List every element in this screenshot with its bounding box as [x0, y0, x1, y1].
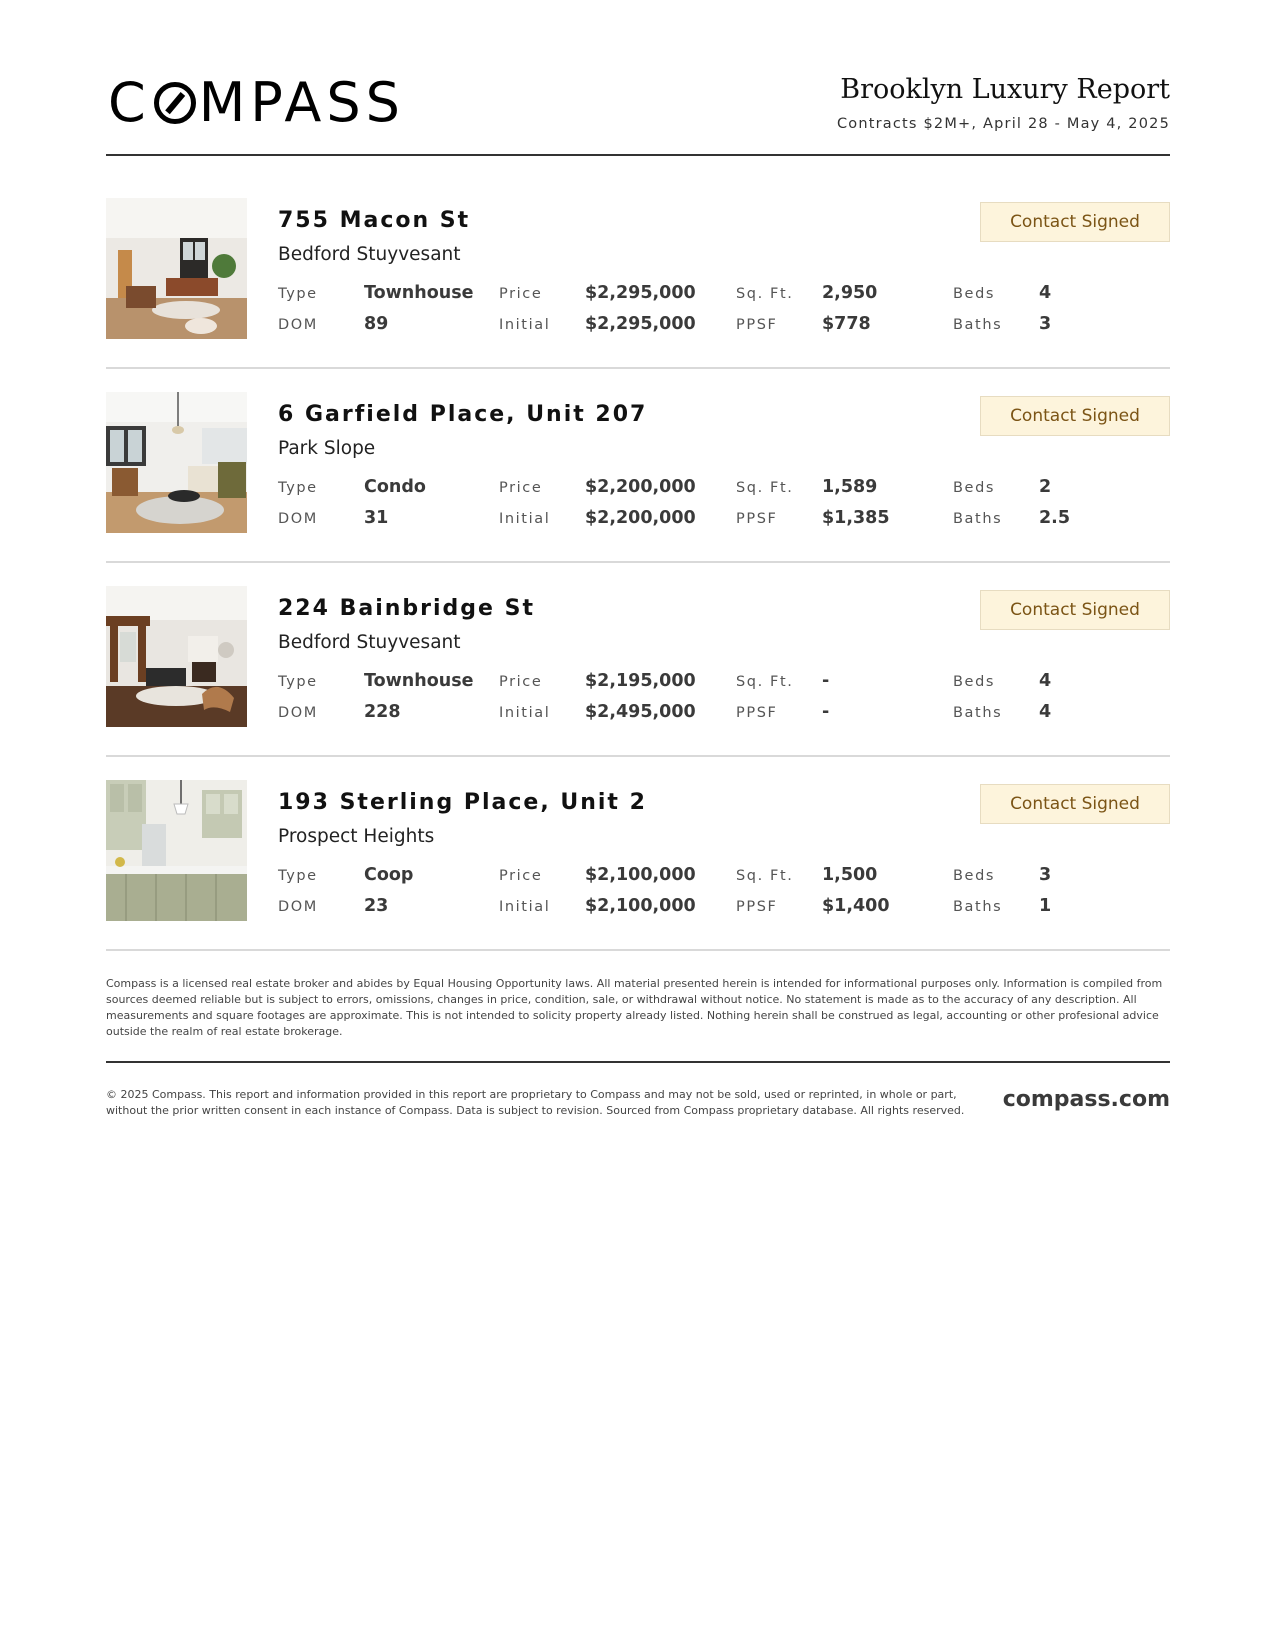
sqft-label: Sq. Ft. — [736, 674, 794, 690]
beds-value: 3 — [1039, 865, 1052, 885]
listing-row — [106, 780, 1170, 974]
header-divider — [106, 154, 1170, 156]
price-label: Price — [499, 868, 543, 884]
listing-neighborhood: Bedford Stuyvesant — [278, 632, 461, 653]
listing-address[interactable]: 755 Macon St — [278, 208, 471, 233]
ppsf-label: PPSF — [736, 899, 778, 915]
initial-value: $2,295,000 — [585, 314, 696, 334]
price-label: Price — [499, 286, 543, 302]
price-value: $2,295,000 — [585, 283, 696, 303]
baths-label: Baths — [953, 511, 1003, 527]
dom-value: 89 — [364, 314, 389, 334]
dom-label: DOM — [278, 511, 318, 527]
initial-label: Initial — [499, 317, 551, 333]
listing-photo[interactable] — [106, 198, 247, 339]
baths-label: Baths — [953, 705, 1003, 721]
beds-value: 4 — [1039, 283, 1052, 303]
type-label: Type — [278, 674, 318, 690]
initial-label: Initial — [499, 511, 551, 527]
ppsf-label: PPSF — [736, 317, 778, 333]
initial-label: Initial — [499, 899, 551, 915]
sqft-value: 2,950 — [822, 283, 878, 303]
listing-row — [106, 198, 1170, 392]
baths-value: 3 — [1039, 314, 1052, 334]
price-label: Price — [499, 480, 543, 496]
logo-text-end: MPASS — [198, 71, 405, 134]
type-value: Coop — [364, 865, 414, 885]
initial-label: Initial — [499, 705, 551, 721]
copyright-notice: © 2025 Compass. This report and information provided in this report are proprietary to Compass and may not be sold, used or reprinted, in whole or part, without the prior written consent in each instance of Compass. Data is subject to revision. Sourced from Compass proprietary database. All rights reserved. — [106, 1088, 965, 1117]
baths-value: 4 — [1039, 702, 1052, 722]
initial-value: $2,200,000 — [585, 508, 696, 528]
status-badge: Contact Signed — [980, 784, 1170, 824]
beds-label: Beds — [953, 286, 996, 302]
type-label: Type — [278, 286, 318, 302]
type-label: Type — [278, 868, 318, 884]
listing-neighborhood: Prospect Heights — [278, 826, 435, 847]
footer-divider — [106, 1061, 1170, 1063]
type-value: Townhouse — [364, 671, 474, 691]
listing-row — [106, 586, 1170, 780]
compass-o-icon — [154, 82, 196, 124]
type-label: Type — [278, 480, 318, 496]
initial-value: $2,100,000 — [585, 896, 696, 916]
listing-neighborhood: Bedford Stuyvesant — [278, 244, 461, 265]
listing-neighborhood: Park Slope — [278, 438, 376, 459]
listing-divider — [106, 949, 1170, 951]
dom-value: 228 — [364, 702, 401, 722]
ppsf-value: $1,385 — [822, 508, 890, 528]
initial-value: $2,495,000 — [585, 702, 696, 722]
listing-address[interactable]: 6 Garfield Place, Unit 207 — [278, 402, 648, 427]
ppsf-label: PPSF — [736, 511, 778, 527]
ppsf-value: - — [822, 702, 830, 722]
sqft-label: Sq. Ft. — [736, 480, 794, 496]
sqft-value: 1,589 — [822, 477, 878, 497]
listing-divider — [106, 367, 1170, 369]
status-badge: Contact Signed — [980, 396, 1170, 436]
sqft-label: Sq. Ft. — [736, 868, 794, 884]
listing-photo[interactable] — [106, 780, 247, 921]
beds-label: Beds — [953, 868, 996, 884]
beds-label: Beds — [953, 674, 996, 690]
price-value: $2,195,000 — [585, 671, 696, 691]
beds-value: 4 — [1039, 671, 1052, 691]
listing-photo[interactable] — [106, 586, 247, 727]
status-badge: Contact Signed — [980, 202, 1170, 242]
dom-value: 31 — [364, 508, 389, 528]
price-value: $2,200,000 — [585, 477, 696, 497]
listing-divider — [106, 561, 1170, 563]
ppsf-value: $1,400 — [822, 896, 890, 916]
website-link[interactable]: compass.com — [1002, 1087, 1170, 1112]
report-title: Brooklyn Luxury Report — [840, 74, 1170, 105]
sqft-value: 1,500 — [822, 865, 878, 885]
report-subtitle: Contracts $2M+, April 28 - May 4, 2025 — [836, 116, 1170, 132]
logo-text-start: C — [108, 71, 151, 134]
status-badge: Contact Signed — [980, 590, 1170, 630]
legal-disclaimer: Compass is a licensed real estate broker and abides by Equal Housing Opportunity laws. All material presented herein is intended for informational purposes only. Information is compiled from sources deemed reliable but is subject to errors, omissions, changes in price, condition, sale, or withdrawal without notice. No statement is made as to the accuracy of any description. All measurements and square footages are approximate. This is not intended to solicity property already listed. Nothing herein shall be construed as legal, accounting or other profesional advice outside the realm of real estate brokerage. — [106, 977, 1163, 1038]
sqft-label: Sq. Ft. — [736, 286, 794, 302]
ppsf-value: $778 — [822, 314, 871, 334]
baths-value: 1 — [1039, 896, 1052, 916]
listing-photo[interactable] — [106, 392, 247, 533]
price-label: Price — [499, 674, 543, 690]
report-header — [106, 71, 1170, 156]
baths-label: Baths — [953, 317, 1003, 333]
dom-label: DOM — [278, 899, 318, 915]
baths-label: Baths — [953, 899, 1003, 915]
compass-logo — [108, 71, 405, 134]
dom-value: 23 — [364, 896, 389, 916]
dom-label: DOM — [278, 705, 318, 721]
beds-label: Beds — [953, 480, 996, 496]
beds-value: 2 — [1039, 477, 1052, 497]
listing-address[interactable]: 193 Sterling Place, Unit 2 — [278, 790, 647, 815]
sqft-value: - — [822, 671, 830, 691]
type-value: Condo — [364, 477, 426, 497]
dom-label: DOM — [278, 317, 318, 333]
price-value: $2,100,000 — [585, 865, 696, 885]
listing-row — [106, 392, 1170, 586]
type-value: Townhouse — [364, 283, 474, 303]
baths-value: 2.5 — [1039, 508, 1071, 528]
listing-divider — [106, 755, 1170, 757]
ppsf-label: PPSF — [736, 705, 778, 721]
listing-address[interactable]: 224 Bainbridge St — [278, 596, 535, 621]
